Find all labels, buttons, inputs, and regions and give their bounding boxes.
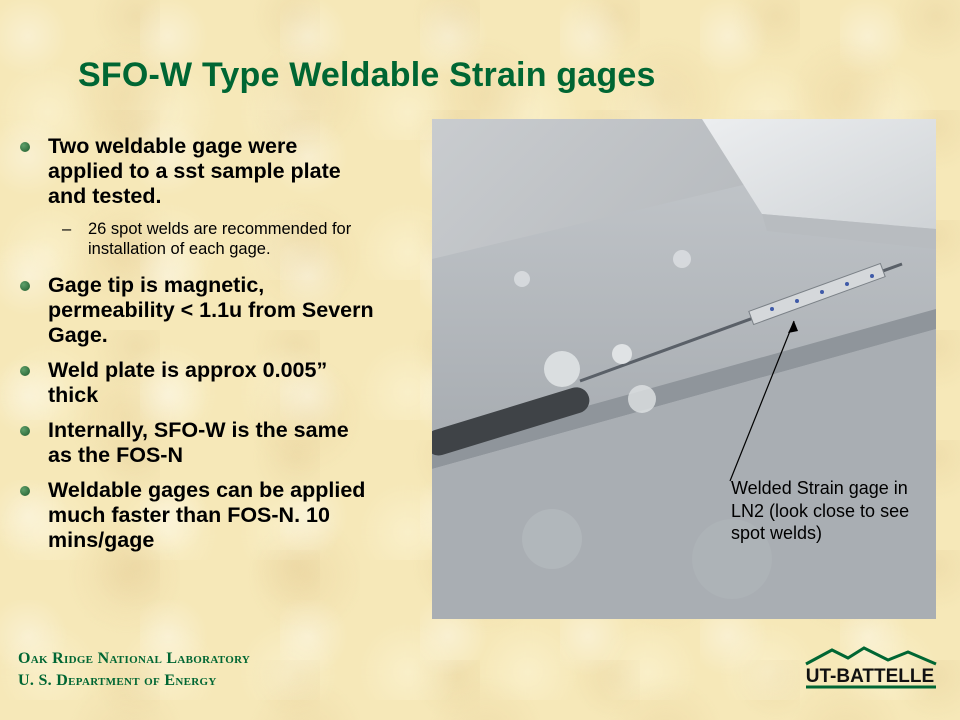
sub-bullet-text: 26 spot welds are recommended for installation of each gage.: [88, 220, 352, 258]
bullet-item: [18, 134, 378, 209]
logo-text: UT-BATTELLE: [805, 666, 935, 687]
slide-title: SFO-W Type Weldable Strain gages: [78, 56, 656, 94]
bullet-text: Weldable gages can be applied much faster than FOS-N. 10 mins/gage: [48, 478, 366, 552]
bullet-dot-icon: [20, 281, 30, 291]
photo-caption: Welded Strain gage in LN2 (look close to see spot welds): [731, 478, 910, 543]
bullet-dot-icon: [20, 486, 30, 496]
bullet-dot-icon: [20, 426, 30, 436]
sub-bullet-item: [18, 219, 378, 259]
strain-gage-photo: [432, 119, 936, 619]
bullet-dot-icon: [20, 142, 30, 152]
bullet-text: Weld plate is approx 0.005” thick: [48, 358, 328, 407]
bullet-text: Internally, SFO-W is the same as the FOS-N: [48, 418, 349, 467]
org-line-2: U. S. Department of Energy: [18, 672, 217, 689]
bullet-item: [18, 418, 378, 468]
bullet-text: Gage tip is magnetic, permeability < 1.1u from Severn Gage.: [48, 273, 374, 347]
bullet-text: Two weldable gage were applied to a sst sample plate and tested.: [48, 134, 341, 208]
org-name: [18, 648, 250, 692]
bullet-item: [18, 478, 378, 553]
dash-icon: –: [62, 220, 72, 238]
bullet-item: [18, 358, 378, 408]
org-line-1: Oak Ridge National Laboratory: [18, 650, 251, 667]
bullet-dot-icon: [20, 366, 30, 376]
bullet-list: [18, 134, 378, 563]
ut-battelle-logo: [804, 646, 940, 695]
bullet-item: [18, 273, 378, 348]
